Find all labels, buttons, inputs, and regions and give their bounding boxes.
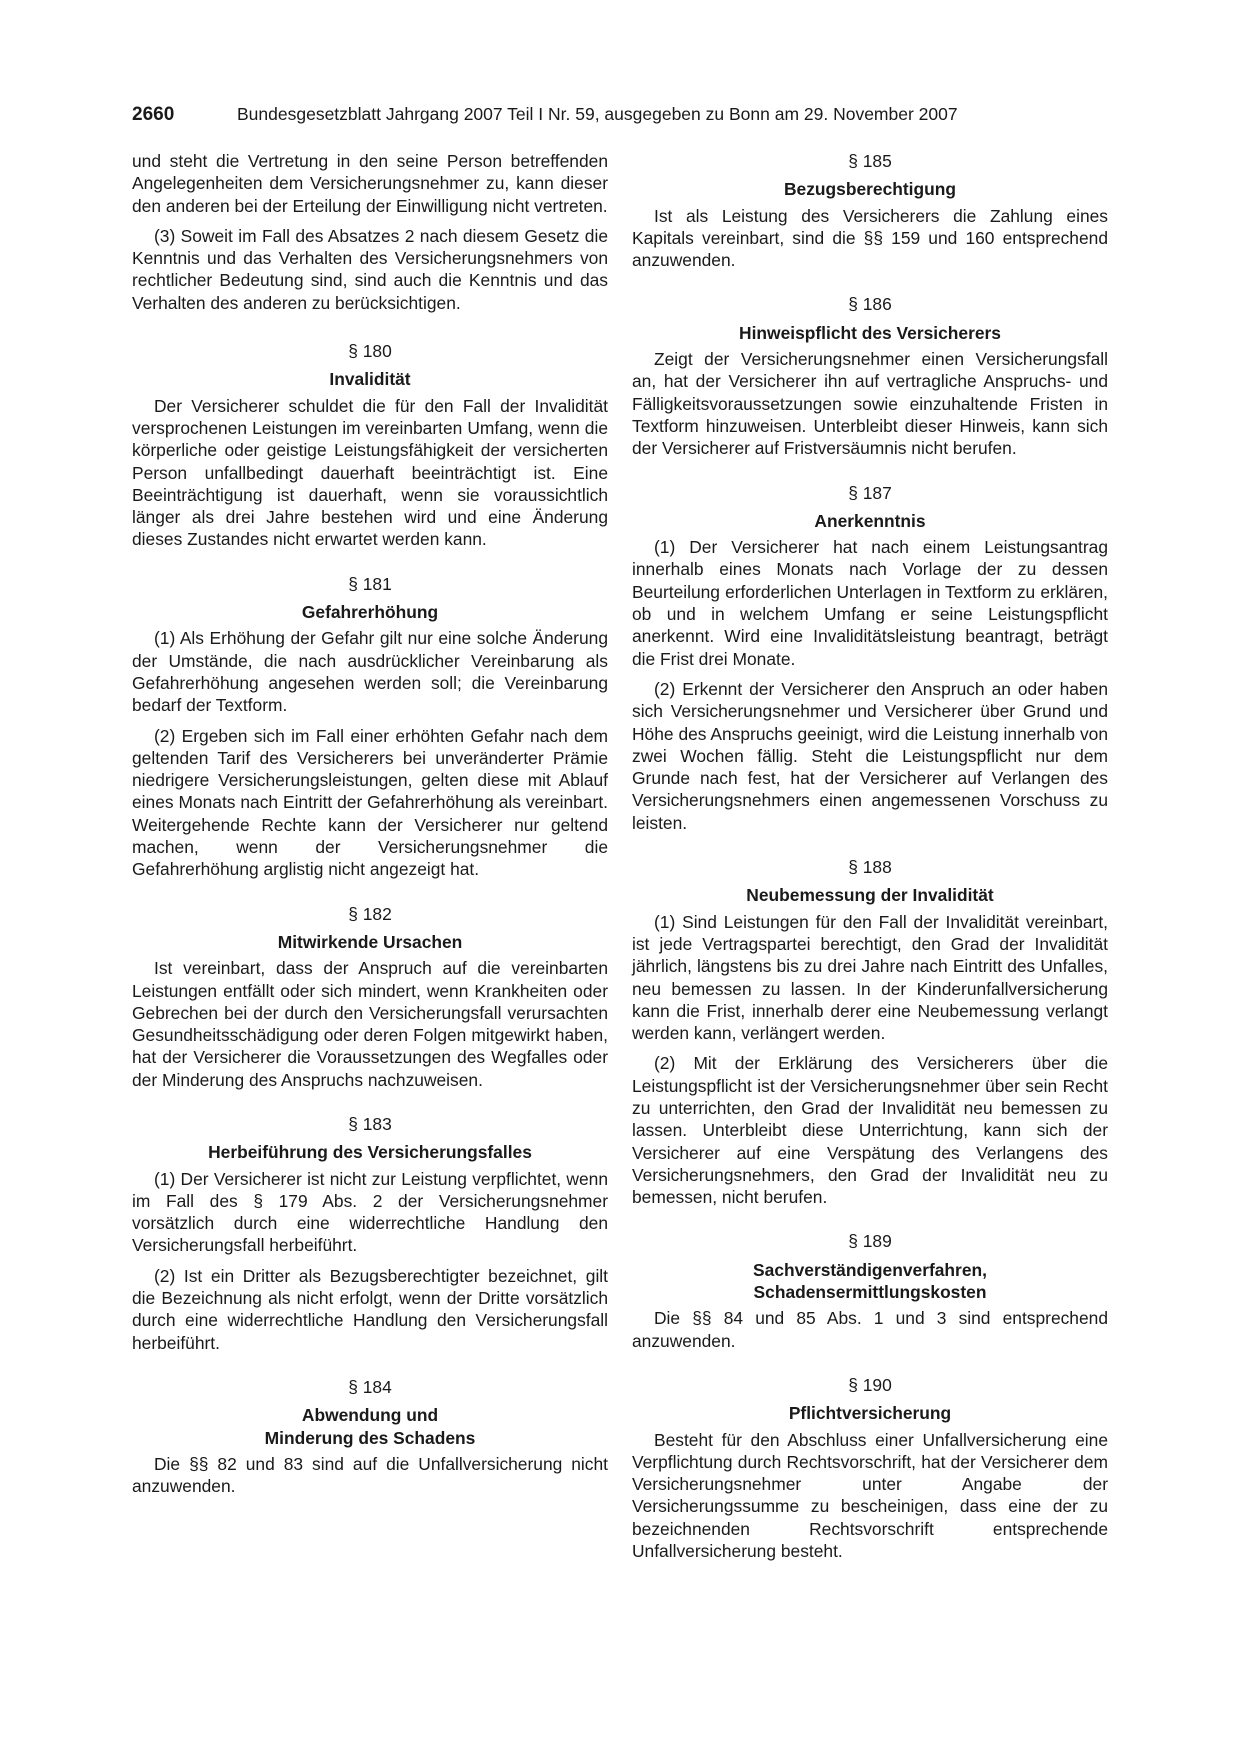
- section-paragraph: (2) Mit der Erklärung des Versicherers über die Leistungspflicht ist der Versicherungsnehmer über sein Recht zu unterrichten, den Grad der Invalidität neu bemessen zu lassen. Unterbleibt diese Unterrichtung, kann sich der Versicherer auf eine Verspätung des Verlangens des Versicherungsnehmers, den Grad der Invalidität neu zu bemessen, nicht berufen.: [632, 1053, 1108, 1208]
- section-paragraph: (1) Der Versicherer hat nach einem Leistungsantrag innerhalb eines Monats nach Vorlage der zu dessen Beurteilung erforderlichen Unterlagen in Textform zu erklären, ob und in welchem Umfang er seine Leistungspflicht anerkennt. Wird eine Invaliditätsleistung beantragt, beträgt die Frist drei Monate.: [632, 537, 1108, 669]
- section-title: Bezugsberechtigung: [784, 179, 956, 200]
- section-184: [132, 1376, 608, 1497]
- section-187: [632, 482, 1108, 834]
- section-number: § 189: [848, 1231, 892, 1252]
- section-paragraph: (1) Sind Leistungen für den Fall der Invalidität vereinbart, ist jede Vertragspartei berechtigt, den Grad der Invalidität jährlich, längstens bis zu drei Jahre nach Eintritt des Unfalles, neu bemessen zu lassen. In der Kinderunfallversicherung kann die Frist, innerhalb derer eine Neubemessung verlangt werden kann, verlängert werden.: [632, 911, 1108, 1044]
- section-title: Anerkenntnis: [814, 510, 926, 531]
- section-title: Gefahrerhöhung: [301, 602, 439, 623]
- section-title: Hinweispflicht des Versicherers: [739, 322, 1001, 343]
- section-number: § 190: [848, 1374, 892, 1395]
- section-number: § 183: [348, 1113, 392, 1134]
- section-paragraph: Ist vereinbart, dass der Anspruch auf die vereinbarten Leistungen entfällt oder sich mindert, wenn Krankheiten oder Gebrechen bei der durch den Versicherungsfall verursachten Gesundheitsschädigung oder deren Folgen mitgewirkt haben, hat der Versicherer die Voraussetzungen des Wegfalles oder der Minderung des Anspruchs nachzuweisen.: [132, 958, 608, 1090]
- section-paragraph: Der Versicherer schuldet die für den Fall der Invalidität versprochenen Leistungen im vereinbarten Umfang, wenn die körperliche oder geistige Leistungsfähigkeit der versicherten Person unfallbedingt dauerhaft beeinträchtigt ist. Eine Beeinträchtigung ist dauerhaft, wenn sie voraussichtlich länger als drei Jahre bestehen wird und eine Änderung dieses Zustandes nicht erwartet werden kann.: [132, 395, 608, 550]
- section-number: § 180: [348, 341, 392, 362]
- section-186: [632, 293, 1108, 459]
- section-189: [632, 1230, 1108, 1351]
- section-title-line: Schadensermittlungskosten: [753, 1282, 987, 1303]
- section-title: Herbeiführung des Versicherungsfalles: [208, 1142, 532, 1163]
- section-title: Mitwirkende Ursachen: [277, 931, 463, 952]
- section-number: § 186: [848, 294, 892, 315]
- continuation-paragraph: (3) Soweit im Fall des Absatzes 2 nach diesem Gesetz die Kenntnis und das Verhalten des Versicherungsnehmers von rechtlicher Bedeutung sind, sind auch die Kenntnis und das Verhalten des anderen zu berücksichtigen.: [132, 225, 608, 313]
- section-number: § 181: [348, 573, 392, 594]
- section-paragraph: (2) Ist ein Dritter als Bezugsberechtigter bezeichnet, gilt die Bezeichnung als nicht erfolgt, wenn der Dritte vorsätzlich durch eine widerrechtliche Handlung den Versicherungsfall herbeiführt.: [132, 1265, 608, 1353]
- section-paragraph: Die §§ 84 und 85 Abs. 1 und 3 sind entsprechend anzuwenden.: [632, 1308, 1108, 1351]
- section-182: [132, 903, 608, 1091]
- section-title: Pflichtversicherung: [788, 1403, 952, 1424]
- section-number: § 188: [848, 857, 892, 878]
- section-number: § 184: [348, 1376, 392, 1397]
- running-head: Bundesgesetzblatt Jahrgang 2007 Teil I Nr. 59, ausgegeben zu Bonn am 29. November 2007: [237, 104, 958, 124]
- right-column: [632, 150, 1108, 1562]
- section-paragraph: Ist als Leistung des Versicherers die Zahlung eines Kapitals vereinbart, sind die §§ 159 und 160 entsprechend anzuwenden.: [632, 205, 1108, 271]
- section-181: [132, 573, 608, 881]
- page-header: [132, 100, 1107, 128]
- section-number: § 187: [848, 482, 892, 503]
- section-title-line: Minderung des Schadens: [264, 1427, 476, 1448]
- section-paragraph: (1) Als Erhöhung der Gefahr gilt nur eine solche Änderung der Umstände, die nach ausdrücklicher Vereinbarung als Gefahrerhöhung angesehen werden soll; die Vereinbarung bedarf der Textform.: [132, 628, 608, 716]
- section-188: [632, 856, 1108, 1208]
- section-number: § 182: [348, 903, 392, 924]
- section-title-line: Abwendung und: [301, 1405, 439, 1426]
- section-paragraph: Die §§ 82 und 83 sind auf die Unfallversicherung nicht anzuwenden.: [132, 1453, 608, 1497]
- section-title-line: Sachverständigenverfahren,: [753, 1259, 987, 1280]
- section-paragraph: (1) Der Versicherer ist nicht zur Leistung verpflichtet, wenn im Fall des § 179 Abs. 2 der Versicherungsnehmer vorsätzlich durch eine widerrechtliche Handlung den Versicherungsfall herbeiführt.: [132, 1168, 608, 1256]
- section-paragraph: Besteht für den Abschluss einer Unfallversicherung eine Verpflichtung durch Rechtsvorschrift, hat der Versicherer dem Versicherungsnehmer unter Angabe der Versicherungssumme zu bescheinigen, dass eine der zu bezeichnenden Rechtsvorschrift entsprechende Unfallversicherung besteht.: [632, 1429, 1108, 1562]
- continuation-text: [132, 150, 608, 314]
- continuation-paragraph: und steht die Vertretung in den seine Person betreffenden Angelegenheiten dem Versicherungsnehmer zu, kann dieser den anderen bei der Erteilung der Einwilligung nicht vertreten.: [132, 151, 608, 216]
- section-paragraph: (2) Erkennt der Versicherer den Anspruch an oder haben sich Versicherungsnehmer und Versicherer über Grund und Höhe des Anspruchs geeinigt, wird die Leistung innerhalb von zwei Wochen fällig. Steht die Leistungspflicht nur dem Grunde nach fest, hat der Versicherer auf Verlangen des Versicherungsnehmers einen angemessenen Vorschuss zu leisten.: [632, 678, 1108, 833]
- page-number: 2660: [132, 104, 175, 125]
- section-180: [132, 340, 608, 551]
- section-paragraph: Zeigt der Versicherungsnehmer einen Versicherungsfall an, hat der Versicherer ihn auf vertragliche Anspruchs- und Fälligkeitsvoraussetzungen sowie einzuhaltende Fristen in Textform hinzuweisen. Unterbleibt dieser Hinweis, kann sich der Versicherer auf Fristversäumnis nicht berufen.: [632, 349, 1108, 459]
- section-185: [632, 150, 1108, 271]
- section-190: [632, 1374, 1108, 1562]
- section-title: Neubemessung der Invalidität: [746, 885, 994, 906]
- section-title: Invalidität: [329, 369, 411, 390]
- section-number: § 185: [848, 151, 892, 171]
- section-183: [132, 1113, 608, 1354]
- section-paragraph: (2) Ergeben sich im Fall einer erhöhten Gefahr nach dem geltenden Tarif des Versicherers bei unveränderter Prämie niedrigere Versicherungsleistungen, gelten diese mit Ablauf eines Monats nach Eintritt der Gefahrerhöhung als vereinbart. Weitergehende Rechte kann der Versicherer nur geltend machen, wenn der Versicherungsnehmer die Gefahrerhöhung arglistig nicht angezeigt hat.: [132, 725, 608, 880]
- left-column: [132, 150, 608, 1497]
